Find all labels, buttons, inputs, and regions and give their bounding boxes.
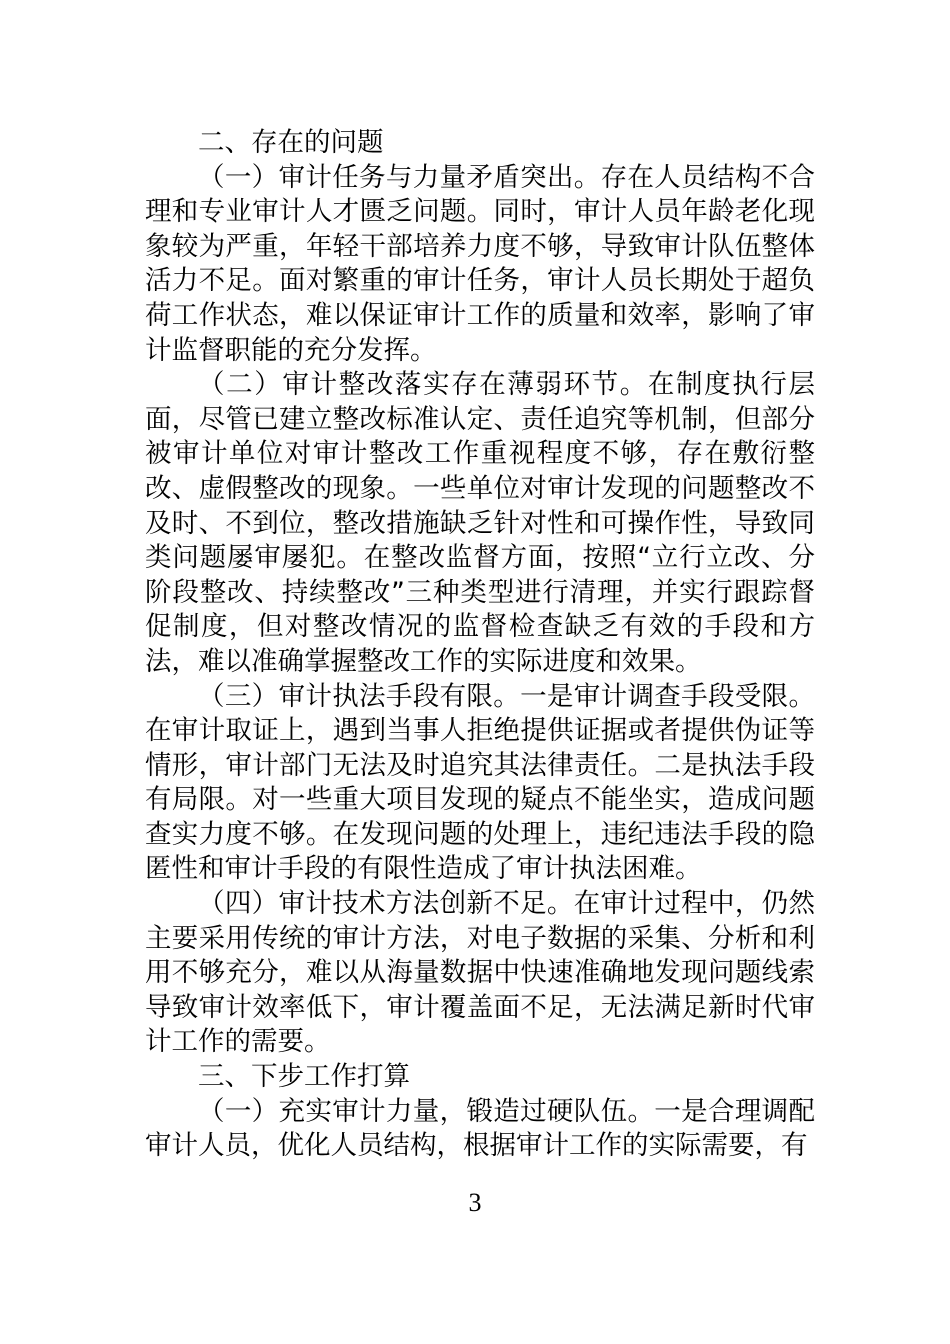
section-heading-problems: 二、存在的问题 [198,127,384,158]
section-heading-next-steps: 三、下步工作打算 [198,1061,410,1093]
paragraph-audit-workforce: （一）审计任务与力量矛盾突出。存在人员结构不合理和专业审计人才匮乏问题。同时，审计人员年龄老化现象较为严重，年轻干部培养力度不够，导致审计队伍整体活力不足。面对繁重的审计任务，审计人员长期处于超负荷工作状态，难以保证审计工作的质量和效率，影响了审计监督职能的充分发挥。 [145,161,815,366]
paragraph-strengthen-team: （一）充实审计力量，锻造过硬队伍。一是合理调配审计人员，优化人员结构，根据审计工作的实际需要，有 [145,1095,815,1162]
document-body [145,126,815,1164]
paragraph-rectification: （二）审计整改落实存在薄弱环节。在制度执行层面，尽管已建立整改标准认定、责任追究等机制，但部分被审计单位对审计整改工作重视程度不够，存在敷衍整改、虚假整改的现象。一些单位对审计发现的问题整改不及时、不到位，整改措施缺乏针对性和可操作性，导致同类问题屡审屡犯。在整改监督方面，按照“立行立改、分阶段整改、持续整改”三种类型进行清理，并实行跟踪督促制度，但对整改情况的监督检查缺乏有效的手段和方法，难以准确掌握整改工作的实际进度和效果。 [145,369,815,677]
paragraph-technology: （四）审计技术方法创新不足。在审计过程中，仍然主要采用传统的审计方法，对电子数据的采集、分析和利用不够充分，难以从海量数据中快速准确地发现问题线索导致审计效率低下，审计覆盖面不足，无法满足新时代审计工作的需要。 [145,888,815,1058]
paragraph-enforcement: （三）审计执法手段有限。一是审计调查手段受限。在审计取证上，遇到当事人拒绝提供证据或者提供伪证等情形，审计部门无法及时追究其法律责任。二是执法手段有局限。对一些重大项目发现的疑点不能坐实，造成问题查实力度不够。在发现问题的处理上，违纪违法手段的隐匿性和审计手段的有限性造成了审计执法困难。 [145,680,815,885]
page-number: 3 [468,1188,482,1217]
